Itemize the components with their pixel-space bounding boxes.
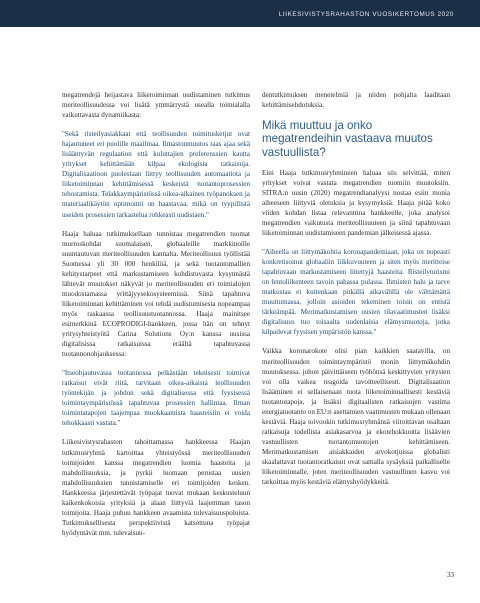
right-column [262,90,450,496]
body-paragraph: Liikesivistysrahaston tahoittamassa hankkeessa Haajan tutkimusryhmä kartoittaa yhteistyössä meriteollisuuden toimijoiden kanssa megatrendien luomia haasteita ja mahdollisuuksia, ja pyrkii luomaan perustaa uusien mahdollisuuksien tunnistamiselle eri toimijoiden kesken. Hankkeessa järjestettävät työpajat tuovat mukaan keskusteluun kaikenkokoisia yrityksiä ja alaan liittyviä laajemman tason toimijoita. Haaja puhuu hankkeen avaamista tulevaisuuspoluista. Tutkimuksellisesta perspektiivistä katsottuna työpajat hyödyntävät mm. tulevaisuu- [62,438,250,537]
pull-quote: "Itseohjautuvassa tuotannossa pelkästään teknisesti toimivat ratkaisut eivät riitä, tarvitaan oikea-aikaista teollisuuden työntekijän ja johdon sekä digitalisessa että fyysisessä toimintaympäristössä tapahtuvaa prosessien hallintaa. Ilman toimintatapojen laajempaa muokkaamista haasteisiin ei voida tehokkaasti vastata." [62,369,250,428]
body-paragraph: megatrendejä heijastava liiketoiminnan uudistaminen tutkimus meriteollisuudessa voi lisätä ymmärrystä usealla toimialalla vaikuttavasta dynamiikasta: [62,91,250,120]
pull-quote: "Aiheella on liittymäkohtia koronapandemiaan, joka on nopeasti konkretisoinut globaaliin liikkuvuuteen ja siten myös meritteise tapahtuvaan markustamiseen liitettyjä haasteita. Risteilyturismi on lentoliikenteen tavoin pahassa pulassa. Ihmisten halu ja tarve matkustaa ei kuitenkaan pitkällä aikavälillä ole välttämättä muuttumassa, jolloin asioiden tekeminen toisin on entistä tärkeämpää. Merimatkustamisen uusien tilavaatimusten lisäksi digitalisuus tuo toisaalta uudenlaisia elämysmuotoja, jotka kilpailevat fyysisen ympäristön kanssa." [262,248,450,337]
left-column [62,90,250,547]
page-number: 33 [447,571,454,579]
header-band [0,0,480,27]
pull-quote: "Sekä risteilyasiakkaat että teollisuuden toimitusketjut ovat hajautuneet eri puolille maailmaa. Ilmastonmuutos taas ajaa sekä lisääntyvän regulaation että kuluttajien preferenssien kautta yritykset kehittämään kilpaa ekologisia ratkaisuja. Digitalisaatioon puolestaan liittyy teollisuuden automaatiota ja liiketoiminnan kehittämisessä keskeistä tuotantoprosessien tehostamista. Telakkaympäristössä oikea-aikainen työpanoksen ja materiaalikäytön optimointi on haastavaa, mikä on tyypillistä useiden prosessien tarkastelua rohkeasti uudistaen." [62,130,250,219]
body-paragraph: Eini Haaja tutkimusryhmineen haluaa siis selvittää, miten yritykset voivat vastata megatrendien tuomiin muutoksiin. SITRA:n uusin (2020) megatrendianalyysi nostaa esiin monia aiheeseen liittyviä oletuksia ja kysymyksiä. Haaja pitää koko viiden kohdan listaa relevanttina hankkeelle, joka analysoi megatrendien vaikutusta meriteollisuuteen ja siinä tapahtuvaan liiketoiminnan uudistamiseen pandemian jälkeisessä ajassa. [262,168,450,237]
body-paragraph: Haaja haluaa tutkimuksellaan tunnistaa megatrendien tuomat murroskohdat suomalaisen, globaaleille markkinoille suuntautuvan meriteollisuuden kannalta. Meriteollisuus työllistää Suomessa yli 30 000 henkilöä, ja sekä tuotantomallien kehitystarpeet että markustamiseen kohdistuvasta kysynnästä lähtevät muutokset näkyvät jo meriteollisuuden eri toimialojen muodostamassa yrittäjyysekosysteemissä. Siinä tapahtuva liiketoiminnan kehittäminen voi tehdä uudistumisesta nopeampaa myös raskaassa teollisuustuotannossa. Haaja mainitsee esimerkkinä ECOPRODIGI-hankkeen, jossa hän on tehnyt yritysyhteistyötä Carina Solutions Oy:n kanssa uusissa digitalisissa ratkaisuissa eräältä tapahtuvassa tuotannonohjauksessa: [62,229,250,359]
section-heading: Mikä muuttuu ja onko megatrendeihin vastaava muutos vastuullista? [262,119,433,159]
body-paragraph: Vaikka koronarokote olisi pian kaikkien saatavilla, on meriteollisuuden toimintaympäristö monin liittymäkohdin muutoksessa, johon päivittäiseen työhönsä keskittyvien yritysten voi olla vaikea reagoida tavoitteellisesti. Digitalisaation lisääminen ei sellaisenaan tuota liiketoiminnallisesti kestäviä tuotantotapoja, ja lisäksi digitaalisten ratkaisujen vastima energiatuotanto on EU:n asettamien vaatimusten mukaan ollenaan kestäviä. Haaja toivookin tutkimusryhmänsä viitoittavan osaltaan ratkaisuja todellista asiakasarvoa ja ekotehokkuutta lisäävien vastuullisten tuotantomuotojen kehittämiseen. Merimatkustamisen aisiakkaiden arvokotjuissa globalisti skaalattavat tuotantoratkaisut ovat samalla sysäyksiä paikalliselle liiketoiminnalle, joten meriteollisuuden vastuullinen kasvu voi tarkoittaa myös kestäviä elämyshyödykkeitä. [262,347,450,487]
body-paragraph: dentutkimuksen menetelmiä ja niiden pohjalta laaditaan kehittämisehdotuksia. [262,91,450,110]
running-title: LIIKESIVISTYSRAHASTON VUOSIKERTOMUS 2020 [278,11,454,18]
